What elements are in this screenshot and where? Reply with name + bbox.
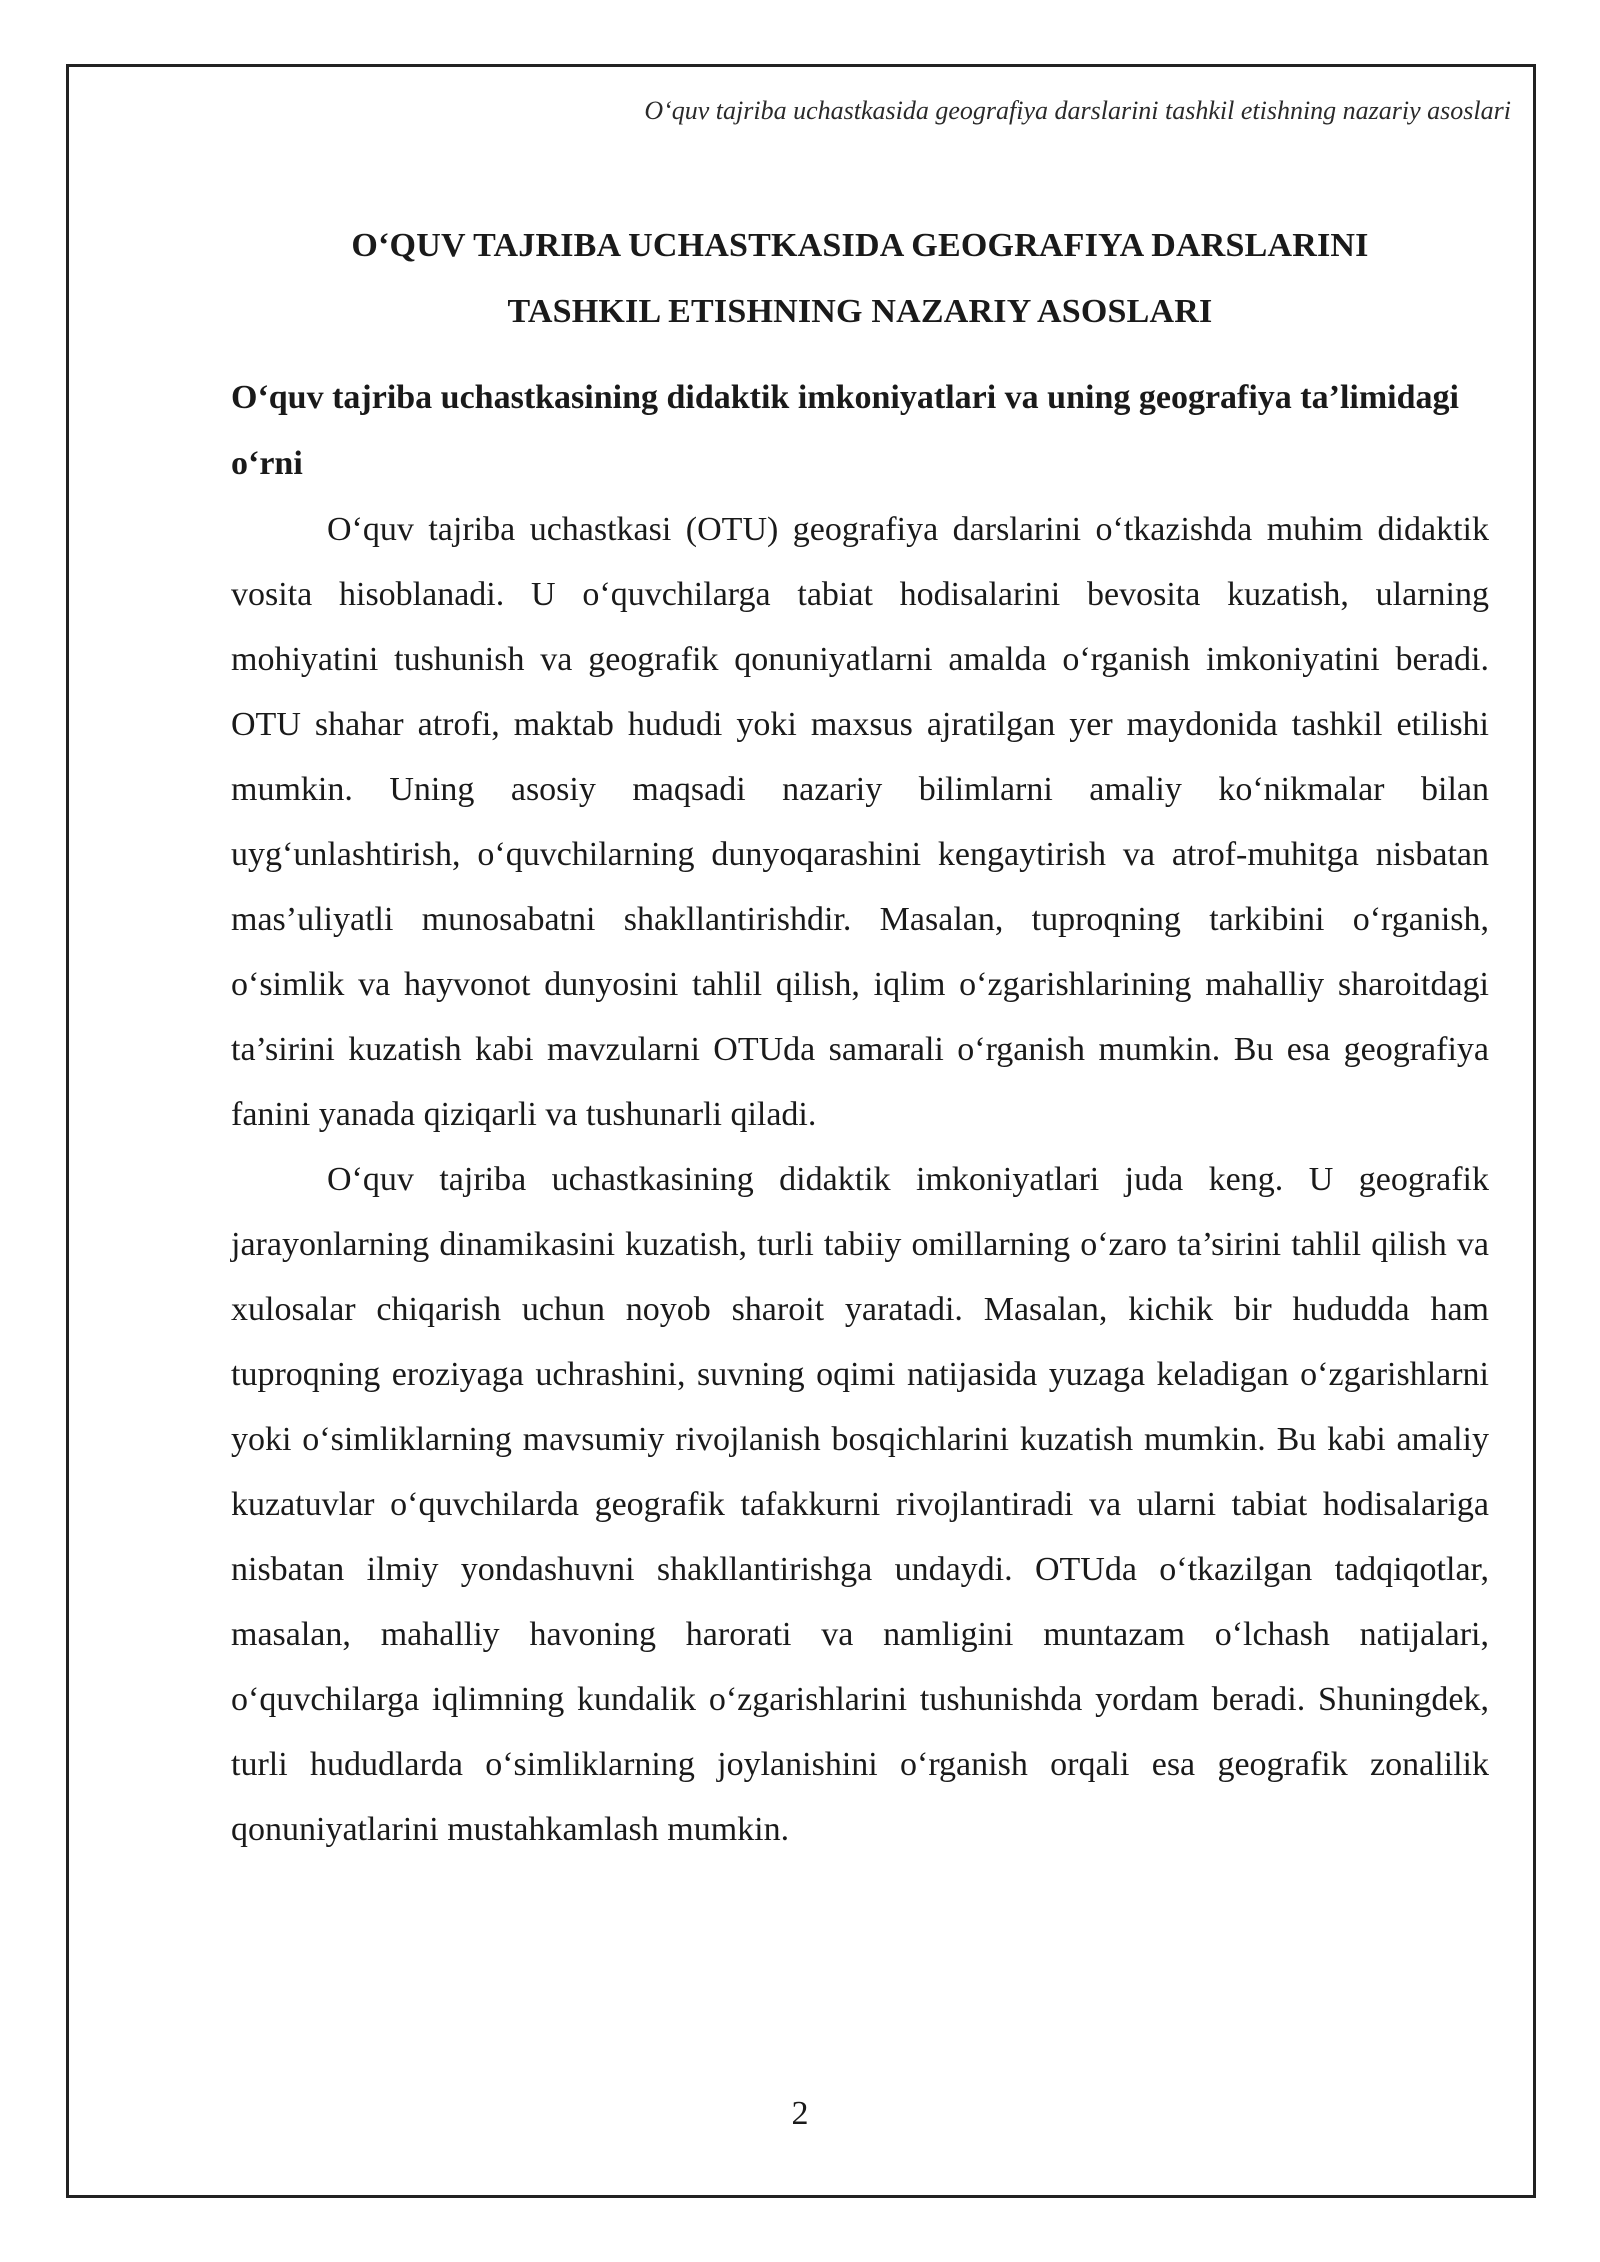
document-title — [231, 213, 1489, 345]
section-heading: O‘quv tajriba uchastkasining didaktik imkoniyatlari va uning geografiya ta’limidagi o‘rni — [231, 379, 1459, 482]
page-content — [231, 200, 1489, 1862]
running-header: O‘quv tajriba uchastkasida geografiya darslarini tashkil etishning nazariy asoslari — [644, 96, 1511, 125]
body-paragraph-1: O‘quv tajriba uchastkasi (OTU) geografiya darslarini o‘tkazishda muhim didaktik vosita hisoblanadi. U o‘quvchilarga tabiat hodisalarini bevosita kuzatish, ularning mohiyatini tushunish va geografik qonuniyatlarni amalda o‘rganish imkoniyatini beradi. OTU shahar atrofi, maktab hududi yoki maxsus ajratilgan yer maydonida tashkil etilishi mumkin. Uning asosiy maqsadi nazariy bilimlarni amaliy ko‘nikmalar bilan uyg‘unlashtirish, o‘quvchilarning dunyoqarashini kengaytirish va atrof-muhitga nisbatan mas’uliyatli munosabatni shakllantirishdir. Masalan, tuproqning tarkibini o‘rganish, o‘simlik va hayvonot dunyosini tahlil qilish, iqlim o‘zgarishlarining mahalliy sharoitdagi ta’sirini kuzatish kabi mavzularni OTUda samarali o‘rganish mumkin. Bu esa geografiya fanini yanada qiziqarli va tushunarli qiladi. — [231, 511, 1489, 1133]
document-title-line-1: O‘QUV TAJRIBA UCHASTKASIDA GEOGRAFIYA DARSLARINI — [351, 227, 1369, 264]
body-paragraph-2: O‘quv tajriba uchastkasining didaktik imkoniyatlari juda keng. U geografik jarayonlarning dinamikasini kuzatish, turli tabiiy omillarning o‘zaro ta’sirini tahlil qilish va xulosalar chiqarish uchun noyob sharoit yaratadi. Masalan, kichik bir hududda ham tuproqning eroziyaga uchrashini, suvning oqimi natijasida yuzaga keladigan o‘zgarishlarni yoki o‘simliklarning mavsumiy rivojlanish bosqichlarini kuzatish mumkin. Bu kabi amaliy kuzatuvlar o‘quvchilarda geografik tafakkurni rivojlantiradi va ularni tabiat hodisalariga nisbatan ilmiy yondashuvni shakllantirishga undaydi. OTUda o‘tkazilgan tadqiqotlar, masalan, mahalliy havoning harorati va namligini muntazam o‘lchash natijalari, o‘quvchilarga iqlimning kundalik o‘zgarishlarini tushunishda yordam beradi. Shuningdek, turli hududlarda o‘simliklarning joylanishini o‘rganish orqali esa geografik zonalilik qonuniyatlarini mustahkamlash mumkin. — [231, 1161, 1489, 1848]
document-title-line-2: TASHKIL ETISHNING NAZARIY ASOSLARI — [507, 293, 1213, 330]
page-number: 2 — [791, 2095, 809, 2132]
